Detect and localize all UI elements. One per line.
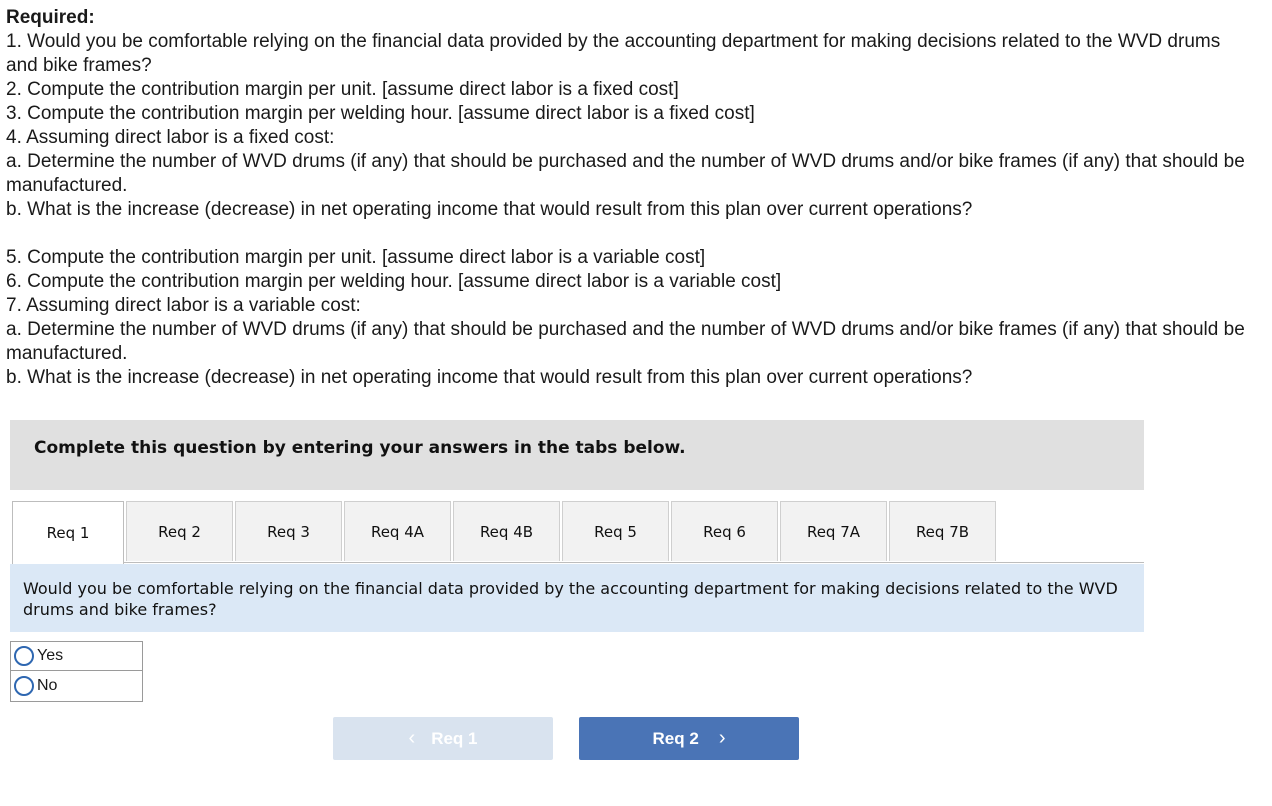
requirement-item: b. What is the increase (decrease) in net operating income that would result from this plan over current operations? — [6, 367, 973, 388]
prev-button-label: Req 1 — [431, 728, 478, 748]
instruction-text: Complete this question by entering your answers in the tabs below. — [34, 438, 686, 458]
instruction-banner — [10, 420, 1144, 490]
tab-label: Req 4B — [479, 522, 534, 541]
requirement-item: 7. Assuming direct labor is a variable cost: — [6, 295, 361, 316]
requirement-item: 5. Compute the contribution margin per unit. [assume direct labor is a variable cost] — [6, 247, 706, 268]
question-text: Would you be comfortable relying on the financial data provided by the accounting department for making decisions related to the WVD drums and bike frames? — [23, 579, 1118, 619]
radio-button-icon[interactable] — [14, 676, 34, 696]
requirement-item: 6. Compute the contribution margin per welding hour. [assume direct labor is a variable cost] — [6, 271, 782, 292]
requirement-item: 3. Compute the contribution margin per welding hour. [assume direct labor is a fixed cost] — [6, 103, 755, 124]
tab-label: Req 6 — [703, 522, 746, 541]
requirements-section — [6, 6, 1256, 390]
tab-req-7b[interactable] — [889, 501, 996, 561]
tab-req-1[interactable] — [12, 501, 124, 564]
option-label: No — [37, 677, 58, 694]
tab-divider — [124, 562, 1144, 563]
requirement-item: 1. Would you be comfortable relying on the financial data provided by the accounting department for making decisions related to the WVD drums and bike frames? — [6, 31, 1221, 76]
tab-bar — [12, 501, 996, 563]
requirement-item: b. What is the increase (decrease) in net operating income that would result from this plan over current operations? — [6, 199, 973, 220]
tab-req-4b[interactable] — [453, 501, 560, 561]
requirement-item: 4. Assuming direct labor is a fixed cost: — [6, 127, 335, 148]
tab-req-4a[interactable] — [344, 501, 451, 561]
requirement-item: 2. Compute the contribution margin per unit. [assume direct labor is a fixed cost] — [6, 79, 679, 100]
tab-req-2[interactable] — [126, 501, 233, 561]
radio-button-icon[interactable] — [14, 646, 34, 666]
next-button-label: Req 2 — [652, 728, 699, 748]
tab-req-3[interactable] — [235, 501, 342, 561]
requirements-title: Required: — [6, 7, 95, 28]
answer-options — [10, 641, 143, 702]
tab-req-5[interactable] — [562, 501, 669, 561]
option-yes[interactable] — [10, 641, 143, 671]
spacer — [6, 222, 1256, 246]
option-no[interactable] — [10, 671, 143, 702]
next-button[interactable] — [579, 717, 799, 760]
prev-button[interactable] — [333, 717, 553, 760]
tab-req-6[interactable] — [671, 501, 778, 561]
requirement-item: a. Determine the number of WVD drums (if any) that should be purchased and the number of WVD drums and/or bike frames (if any) that should be manufactured. — [6, 319, 1245, 364]
tab-label: Req 2 — [158, 522, 201, 541]
requirement-item: a. Determine the number of WVD drums (if any) that should be purchased and the number of WVD drums and/or bike frames (if any) that should be manufactured. — [6, 151, 1245, 196]
tab-label: Req 7A — [806, 522, 861, 541]
question-panel — [10, 564, 1144, 632]
tab-label: Req 7B — [915, 522, 970, 541]
chevron-right-icon: › — [718, 727, 726, 749]
tab-label: Req 3 — [267, 522, 310, 541]
tab-req-7a[interactable] — [780, 501, 887, 561]
tab-label: Req 5 — [594, 522, 637, 541]
tab-label: Req 4A — [370, 522, 425, 541]
option-label: Yes — [37, 647, 64, 664]
tab-label: Req 1 — [46, 524, 90, 542]
chevron-left-icon: ‹ — [408, 727, 416, 749]
